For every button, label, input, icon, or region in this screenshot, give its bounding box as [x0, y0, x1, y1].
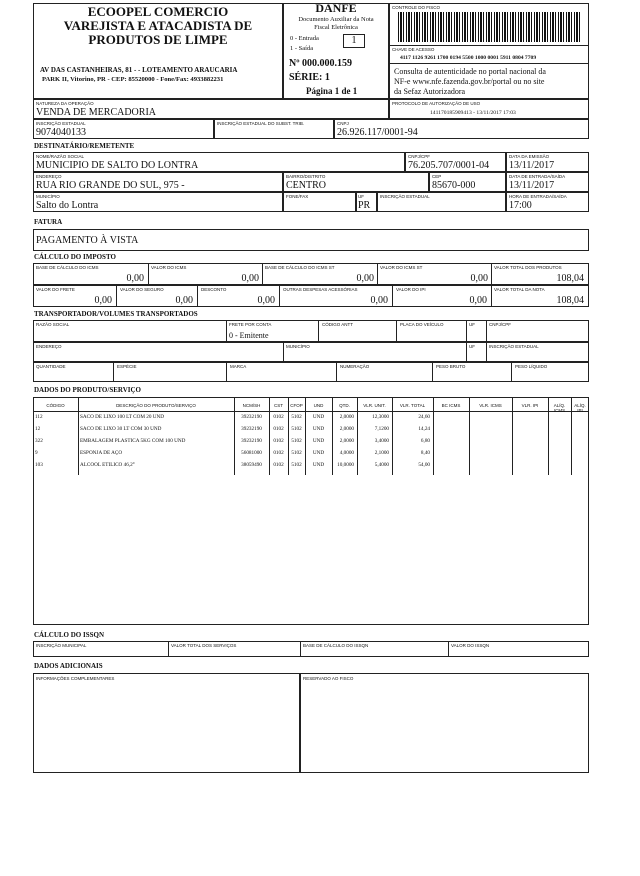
icms-st-label: VALOR DO ICMS ST: [380, 265, 423, 270]
dest-nome-label: NOME/RAZÃO SOCIAL: [36, 154, 85, 159]
produtos-header-cell: VLR. TOTAL: [399, 403, 426, 408]
transportador-section: TRANSPORTADOR/VOLUMES TRANSPORTADOS: [34, 310, 198, 318]
reservado-fisco-box: [300, 673, 589, 773]
bc-st-label: BASE DE CÁLCULO DO ICMS ST: [265, 265, 335, 270]
table-cell: 39232190: [241, 414, 262, 420]
natureza-label: NATUREZA DA OPERAÇÃO: [36, 101, 94, 106]
ipi-label: VALOR DO IPI: [396, 287, 426, 292]
produtos-col-divider: [78, 397, 79, 475]
table-cell: 9: [35, 450, 38, 456]
bc-icms-label: BASE DE CÁLCULO DO ICMS: [36, 265, 99, 270]
danfe-subtitle1: Documento Auxiliar da Nota: [298, 16, 374, 23]
table-cell: 0102: [273, 462, 284, 468]
controle-label: CONTROLE DO FISCO: [392, 5, 441, 10]
table-cell: UND: [312, 426, 325, 432]
danfe-saida: 1 - Saída: [290, 45, 314, 52]
table-cell: 39232190: [241, 438, 262, 444]
table-cell: SACO DE LIXO 100 LT COM 20 UND: [80, 414, 165, 420]
fatura-section: FATURA: [34, 218, 63, 226]
table-cell: EMBALAGEM PLASTICA 5KG COM 100 UND: [80, 438, 186, 444]
outras-value: 0,00: [370, 295, 388, 306]
imposto-div1: [148, 263, 149, 285]
table-cell: 4,0000: [339, 450, 354, 456]
produtos-section: DADOS DO PRODUTO/SERVIÇO: [34, 386, 141, 394]
issqn-div3: [448, 641, 449, 657]
dest-hora-label: HORA DE ENTRADA/SAÍDA: [509, 194, 567, 199]
transp-div3: [396, 320, 397, 342]
barcode: [398, 12, 580, 42]
table-cell: 0102: [273, 414, 284, 420]
imposto-div6: [197, 285, 198, 307]
produtos-header-cell: VLR. IPI: [521, 403, 539, 408]
table-cell: ESPONJA DE AÇO: [80, 450, 123, 456]
danfe-tipo-box: 1: [343, 34, 365, 48]
adicionais-section: DADOS ADICIONAIS: [34, 662, 103, 670]
transp-placa-label: PLACA DO VEÍCULO: [400, 322, 444, 327]
table-cell: 14,24: [418, 426, 430, 432]
transp-div2: [318, 320, 319, 342]
desconto-label: DESCONTO: [201, 287, 227, 292]
table-cell: 322: [35, 438, 43, 444]
dest-cnpj-label: CNPJ/CPF: [408, 154, 431, 159]
ie-value: 9074040133: [36, 127, 86, 138]
transp-div11: [336, 362, 337, 382]
consulta-line1: Consulta de autenticidade no portal nacional da: [394, 67, 546, 76]
transp-div10: [226, 362, 227, 382]
table-cell: 112: [35, 414, 43, 420]
transp-endereco-label: ENDEREÇO: [36, 344, 62, 349]
danfe-numero: Nº 000.000.159: [289, 58, 353, 69]
produtos-col-divider: [433, 397, 434, 475]
cnpj-emit-label: CNPJ: [337, 121, 349, 126]
transp-qtd-label: QUANTIDADE: [36, 364, 66, 369]
dest-uf-label: UF: [358, 194, 364, 199]
danfe-pagina: Página 1 de 1: [306, 86, 358, 96]
issqn-div1: [168, 641, 169, 657]
produtos-col-divider: [469, 397, 470, 475]
danfe-subtitle2: Fiscal Eletrônica: [314, 24, 358, 31]
info-complementar-box: [33, 673, 300, 773]
total-nota-value: 108,04: [556, 295, 584, 306]
transp-municipio-label: MUNICÍPIO: [286, 344, 310, 349]
dest-nome-value: MUNICIPIO DE SALTO DO LONTRA: [36, 160, 199, 171]
produtos-col-divider: [512, 397, 513, 475]
transp-marca-label: MARCA: [230, 364, 247, 369]
dest-emissao-value: 13/11/2017: [509, 160, 555, 171]
transp-div9: [113, 362, 114, 382]
total-prod-label: VALOR TOTAL DOS PRODUTOS: [494, 265, 562, 270]
table-cell: 5,4000: [374, 462, 389, 468]
table-cell: 5102: [291, 426, 302, 432]
table-cell: 5102: [291, 414, 302, 420]
protocolo-value: 141170185909413 - 13/11/2017 17:03: [430, 110, 516, 116]
imposto-section: CÁLCULO DO IMPOSTO: [34, 253, 116, 261]
transp-div4: [466, 320, 467, 342]
imposto-div2: [262, 263, 263, 285]
total-prod-value: 108,04: [556, 273, 584, 284]
table-cell: 2,0000: [339, 414, 354, 420]
imposto-div3: [377, 263, 378, 285]
chave-label: CHAVE DE ACESSO: [392, 47, 435, 52]
table-cell: SACO DE LIXO 30 LT COM 30 UND: [80, 426, 162, 432]
frete-value: 0,00: [94, 295, 112, 306]
produtos-header-cell: ALÍQ. ICMS: [553, 403, 566, 413]
produtos-header-line: [33, 411, 589, 412]
table-cell: UND: [312, 438, 325, 444]
table-cell: 38059490: [241, 462, 262, 468]
table-cell: 2,0000: [339, 426, 354, 432]
produtos-header-cell: UND: [313, 403, 324, 408]
dest-endereco-value: RUA RIO GRANDE DO SUL, 975 -: [36, 180, 185, 191]
consulta-divider: [389, 63, 589, 64]
dest-municipio-label: MUNICÍPIO: [36, 194, 60, 199]
table-cell: UND: [312, 414, 325, 420]
imposto-div7: [279, 285, 280, 307]
table-cell: 5102: [291, 462, 302, 468]
transp-div6: [283, 342, 284, 362]
ie-label: INSCRIÇÃO ESTADUAL: [36, 121, 86, 126]
dest-bairro-value: CENTRO: [286, 180, 326, 191]
table-cell: 3,4000: [374, 438, 389, 444]
imposto-div8: [392, 285, 393, 307]
transp-cnpj-label: CNPJ/CPF: [489, 322, 512, 327]
dest-cep-label: CEP: [432, 174, 442, 179]
table-cell: 12: [35, 426, 41, 432]
dest-ie-label: INSCRIÇÃO ESTADUAL: [380, 194, 430, 199]
dest-cnpj-value: 76.205.707/0001-04: [408, 160, 490, 171]
transp-numeracao-label: NUMERAÇÃO: [340, 364, 370, 369]
issqn-section: CÁLCULO DO ISSQN: [34, 631, 105, 639]
table-cell: 24,60: [418, 414, 430, 420]
emitente-address-line1: AV DAS CASTANHEIRAS, 81 - - LOTEAMENTO ARAUCARIA: [40, 66, 238, 74]
icms-label: VALOR DO ICMS: [151, 265, 187, 270]
dest-fone-label: FONE/FAX: [286, 194, 309, 199]
table-cell: 56081000: [241, 450, 262, 456]
dest-entrada-label: DATA DE ENTRADA/SAÍDA: [509, 174, 566, 179]
produtos-header-cell: CST: [274, 403, 283, 408]
info-complementar-label: INFORMAÇÕES COMPLEMENTARES: [36, 676, 115, 681]
dest-entrada-value: 13/11/2017: [509, 180, 555, 191]
issqn-div2: [300, 641, 301, 657]
danfe-serie: SÉRIE: 1: [289, 72, 330, 83]
consulta-line3: da Sefaz Autorizadora: [394, 87, 466, 96]
transp-liquido-label: PESO LÍQUIDO: [515, 364, 548, 369]
table-cell: 54,00: [418, 462, 430, 468]
transp-uf2-label: UF: [469, 344, 475, 349]
icms-st-value: 0,00: [470, 273, 488, 284]
produtos-header-cell: QTD.: [339, 403, 350, 408]
table-cell: 5102: [291, 438, 302, 444]
imposto-div9: [491, 285, 492, 307]
table-cell: 0102: [273, 450, 284, 456]
issqn-im-label: INSCRIÇÃO MUNICIPAL: [36, 643, 87, 648]
emitente-name-line1: ECOOPEL COMERCIO: [87, 4, 229, 19]
ipi-value: 0,00: [469, 295, 487, 306]
produtos-header-cell: CÓDIGO: [46, 403, 65, 408]
bc-st-value: 0,00: [356, 273, 374, 284]
table-cell: 12,3000: [372, 414, 389, 420]
protocolo-label: PROTOCOLO DE AUTORIZAÇÃO DE USO: [392, 101, 481, 106]
total-nota-label: VALOR TOTAL DA NOTA: [494, 287, 545, 292]
transp-especie-label: ESPÉCIE: [117, 364, 137, 369]
transp-bruto-label: PESO BRUTO: [436, 364, 466, 369]
table-cell: UND: [312, 462, 325, 468]
imposto-div5: [116, 285, 117, 307]
produtos-header-cell: VLR. UNIT.: [363, 403, 386, 408]
chave-divider: [389, 45, 589, 46]
produtos-header-cell: ALÍQ. IPI: [574, 403, 586, 413]
danfe-title: DANFE: [315, 1, 357, 15]
bc-icms-value: 0,00: [126, 273, 144, 284]
dest-endereco-label: ENDEREÇO: [36, 174, 62, 179]
produtos-header-cell: CFOP: [290, 403, 303, 408]
dest-uf-value: PR: [358, 200, 371, 211]
destinatario-section: DESTINATÁRIO/REMETENTE: [34, 142, 135, 150]
natureza-value: VENDA DE MERCADORIA: [36, 107, 156, 118]
transp-razao-label: RAZÃO SOCIAL: [36, 322, 70, 327]
table-cell: 39232190: [241, 426, 262, 432]
dest-cep-value: 85670-000: [432, 180, 476, 191]
transp-div13: [511, 362, 512, 382]
ie-st-label: INSCRIÇÃO ESTADUAL DO SUBST. TRIB.: [217, 121, 305, 126]
transp-frete-value: 0 - Emitente: [229, 331, 269, 340]
table-cell: 0102: [273, 426, 284, 432]
emitente-name-line3: PRODUTOS DE LIMPE: [88, 32, 228, 47]
table-cell: 2,1000: [374, 450, 389, 456]
dest-municipio-value: Salto do Lontra: [36, 200, 99, 211]
dest-bairro-label: BAIRRO/DISTRITO: [286, 174, 326, 179]
table-cell: ALCOOL ETILICO 46,2°: [80, 462, 135, 468]
fatura-value: PAGAMENTO À VISTA: [36, 235, 139, 246]
outras-label: OUTRAS DESPESAS ACESSÓRIAS: [283, 287, 358, 292]
produtos-header-cell: VLR. ICMS: [479, 403, 502, 408]
chave-value: 4117 1126 9261 1700 0194 5500 1000 0001 5911 0804 7709: [400, 55, 537, 61]
dest-hora-value: 17:00: [509, 200, 532, 211]
seguro-value: 0,00: [175, 295, 193, 306]
imposto-div4: [491, 263, 492, 285]
transp-frete-label: FRETE POR CONTA: [229, 322, 272, 327]
table-cell: 8,40: [420, 450, 430, 456]
transp-div12: [432, 362, 433, 382]
transp-div8: [486, 342, 487, 362]
issqn-servicos-label: VALOR TOTAL DOS SERVIÇOS: [171, 643, 237, 648]
table-cell: 5102: [291, 450, 302, 456]
produtos-header-cell: DESCRIÇÃO DO PRODUTO/SERVIÇO: [116, 403, 196, 408]
transp-uf-label: UF: [469, 322, 475, 327]
frete-label: VALOR DO FRETE: [36, 287, 75, 292]
transp-ie-label: INSCRIÇÃO ESTADUAL: [489, 344, 539, 349]
issqn-bc-label: BASE DE CÁLCULO DO ISSQN: [303, 643, 369, 648]
produtos-header-cell: BC ICMS: [441, 403, 461, 408]
seguro-label: VALOR DO SEGURO: [120, 287, 164, 292]
transp-antt-label: CÓDIGO ANTT: [322, 322, 354, 327]
produtos-header-cell: NCM/SH: [242, 403, 261, 408]
transp-div7: [466, 342, 467, 362]
danfe-entrada: 0 - Entrada: [290, 35, 319, 42]
emitente-address-line2: PARK II, Vitorino, PR - CEP: 85520000 - Fone/Fax: 4933882231: [42, 76, 224, 83]
icms-value: 0,00: [241, 273, 259, 284]
dest-emissao-label: DATA DA EMISSÃO: [509, 154, 550, 159]
reservado-fisco-label: RESERVADO AO FISCO: [303, 676, 354, 681]
cnpj-emit-value: 26.926.117/0001-94: [337, 127, 418, 138]
table-cell: 103: [35, 462, 43, 468]
table-cell: 10,0000: [337, 462, 354, 468]
table-cell: 7,1200: [374, 426, 389, 432]
table-cell: 0102: [273, 438, 284, 444]
transp-div1: [226, 320, 227, 342]
desconto-value: 0,00: [257, 295, 275, 306]
table-cell: 6,80: [420, 438, 430, 444]
issqn-valor-label: VALOR DO ISSQN: [451, 643, 490, 648]
table-cell: UND: [312, 450, 325, 456]
table-cell: 2,0000: [339, 438, 354, 444]
transp-div5: [486, 320, 487, 342]
emitente-name-line2: VAREJISTA E ATACADISTA DE: [63, 18, 253, 33]
consulta-line2: NF-e www.nfe.fazenda.gov.br/portal ou no site: [394, 77, 545, 86]
